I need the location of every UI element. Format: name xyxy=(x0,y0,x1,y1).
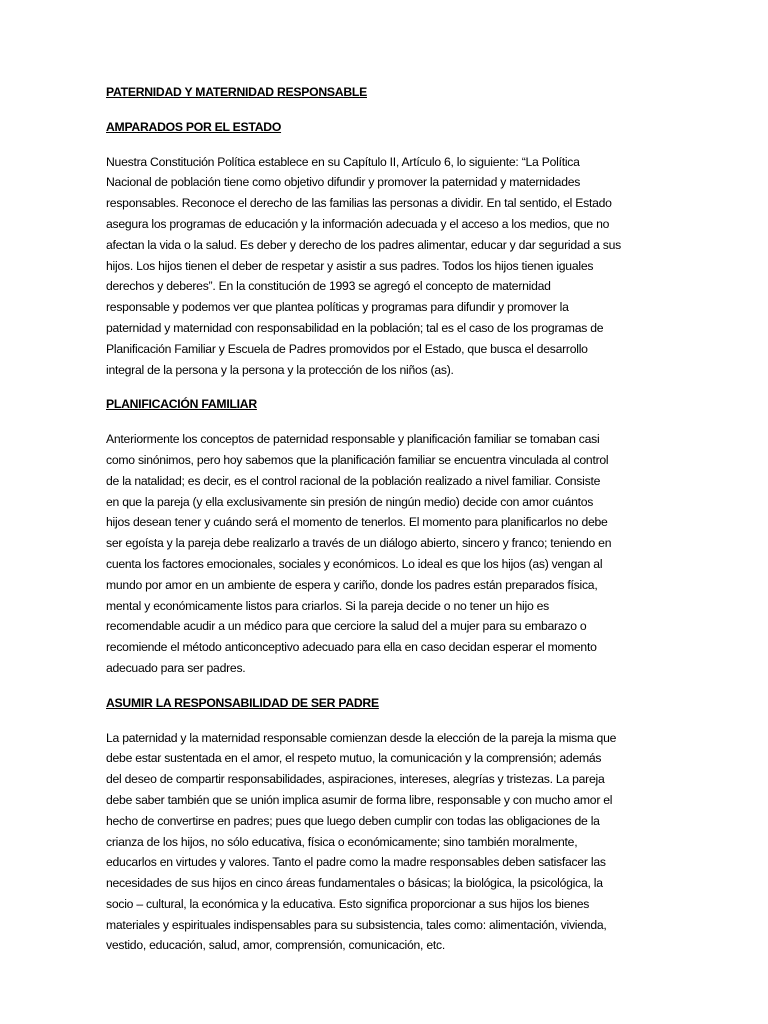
paragraph-line: vestido, educación, salud, amor, comprensión, comunicación, etc. xyxy=(106,938,445,953)
paragraph-line: Planificación Familiar y Escuela de Padres promovidos por el Estado, que busca el desarrollo xyxy=(106,341,588,356)
section-heading: PLANIFICACIÓN FAMILIAR xyxy=(106,397,257,412)
section-asumir xyxy=(106,693,666,957)
section-heading: AMPARADOS POR EL ESTADO xyxy=(106,119,282,134)
paragraph-line: debe estar sustentada en el amor, el respeto mutuo, la comunicación y la comprensión; además xyxy=(106,751,602,766)
spacer xyxy=(106,103,666,117)
spacer xyxy=(106,415,666,429)
paragraph-line: necesidades de sus hijos en cinco áreas fundamentales o básicas; la biológica, la psicológica, la xyxy=(106,876,603,891)
paragraph-line: ser egoísta y la pareja debe realizarlo a través de un diálogo abierto, sincero y franco; teniendo en xyxy=(106,536,612,551)
paragraph-line: responsable y podemos ver que plantea políticas y programas para difundir y promover la xyxy=(106,300,569,315)
paragraph-line: responsables. Reconoce el derecho de las familias las personas a dividir. En tal sentido, el Estado xyxy=(106,196,612,211)
paragraph-line: asegura los programas de educación y la información adecuada y el acceso a los medios, que no xyxy=(106,216,610,231)
paragraph-line: La paternidad y la maternidad responsable comienzan desde la elección de la pareja la misma que xyxy=(106,730,617,745)
paragraph-line: como sinónimos, pero hoy sabemos que la planificación familiar se encuentra vinculada al control xyxy=(106,452,609,467)
paragraph-line: mundo por amor en un ambiente de espera y cariño, donde los padres están preparados física, xyxy=(106,577,598,592)
paragraph-line: materiales y espirituales indispensables para su subsistencia, tales como: alimentación, vivienda, xyxy=(106,917,607,932)
paragraph-line: crianza de los hijos, no sólo educativa, física o económicamente; sino también moralmente, xyxy=(106,834,578,849)
paragraph-line: derechos y deberes”. En la constitución de 1993 se agregó el concepto de maternidad xyxy=(106,279,551,294)
paragraph-line: Nuestra Constitución Política establece en su Capítulo II, Artículo 6, lo siguiente: “La Política xyxy=(106,154,580,169)
paragraph-line: del deseo de compartir responsabilidades, aspiraciones, intereses, alegrías y tristezas. La pareja xyxy=(106,772,605,787)
paragraph-line: afectan la vida o la salud. Es deber y derecho de los padres alimentar, educar y dar seguridad a sus xyxy=(106,237,621,252)
section-amparados xyxy=(106,117,666,381)
section-paragraph xyxy=(106,152,666,381)
document-page xyxy=(106,82,666,956)
section-paragraph xyxy=(106,429,666,679)
paragraph-line: recomiende el método anticonceptivo adecuado para ella en caso decidan esperar el momento xyxy=(106,640,597,655)
paragraph-line: de la natalidad; es decir, es el control racional de la población realizado a nivel familiar. Consiste xyxy=(106,473,601,488)
paragraph-line: educarlos en virtudes y valores. Tanto el padre como la madre responsables deben satisfacer las xyxy=(106,855,606,870)
spacer xyxy=(106,380,666,394)
paragraph-line: Anteriormente los conceptos de paternidad responsable y planificación familiar se tomaban casi xyxy=(106,432,600,447)
section-planificacion xyxy=(106,394,666,678)
paragraph-line: mental y económicamente listos para criarlos. Si la pareja decide o no tener un hijo es xyxy=(106,598,549,613)
paragraph-line: cuenta los factores emocionales, sociales y económicos. Lo ideal es que los hijos (as) vengan al xyxy=(106,556,603,571)
paragraph-line: hijos. Los hijos tienen el deber de respetar y asistir a sus padres. Todos los hijos tienen iguales xyxy=(106,258,594,273)
paragraph-line: adecuado para ser padres. xyxy=(106,660,246,675)
document-title: PATERNIDAD Y MATERNIDAD RESPONSABLE xyxy=(106,85,367,99)
spacer xyxy=(106,679,666,693)
paragraph-line: recomendable acudir a un médico para que cerciore la salud del a mujer para su embarazo o xyxy=(106,619,587,634)
spacer xyxy=(106,714,666,728)
paragraph-line: integral de la persona y la persona y la protección de los niños (as). xyxy=(106,362,454,377)
paragraph-line: hijos desean tener y cuándo será el momento de tenerlos. El momento para planificarlos no debe xyxy=(106,515,608,530)
section-paragraph xyxy=(106,728,666,957)
paragraph-line: socio – cultural, la económica y la educativa. Esto significa proporcionar a sus hijos los bienes xyxy=(106,896,590,911)
paragraph-line: Nacional de población tiene como objetivo difundir y promover la paternidad y maternidades xyxy=(106,175,581,190)
spacer xyxy=(106,138,666,152)
section-heading: ASUMIR LA RESPONSABILIDAD DE SER PADRE xyxy=(106,695,379,710)
paragraph-line: en que la pareja (y ella exclusivamente sin presión de ningún medio) decide con amor cuántos xyxy=(106,494,594,509)
paragraph-line: paternidad y maternidad con responsabilidad en la población; tal es el caso de los programas de xyxy=(106,320,604,335)
paragraph-line: hecho de convertirse en padres; pues que luego deben cumplir con todas las obligaciones de la xyxy=(106,813,600,828)
paragraph-line: debe saber también que se unión implica asumir de forma libre, responsable y con mucho amor el xyxy=(106,792,613,807)
